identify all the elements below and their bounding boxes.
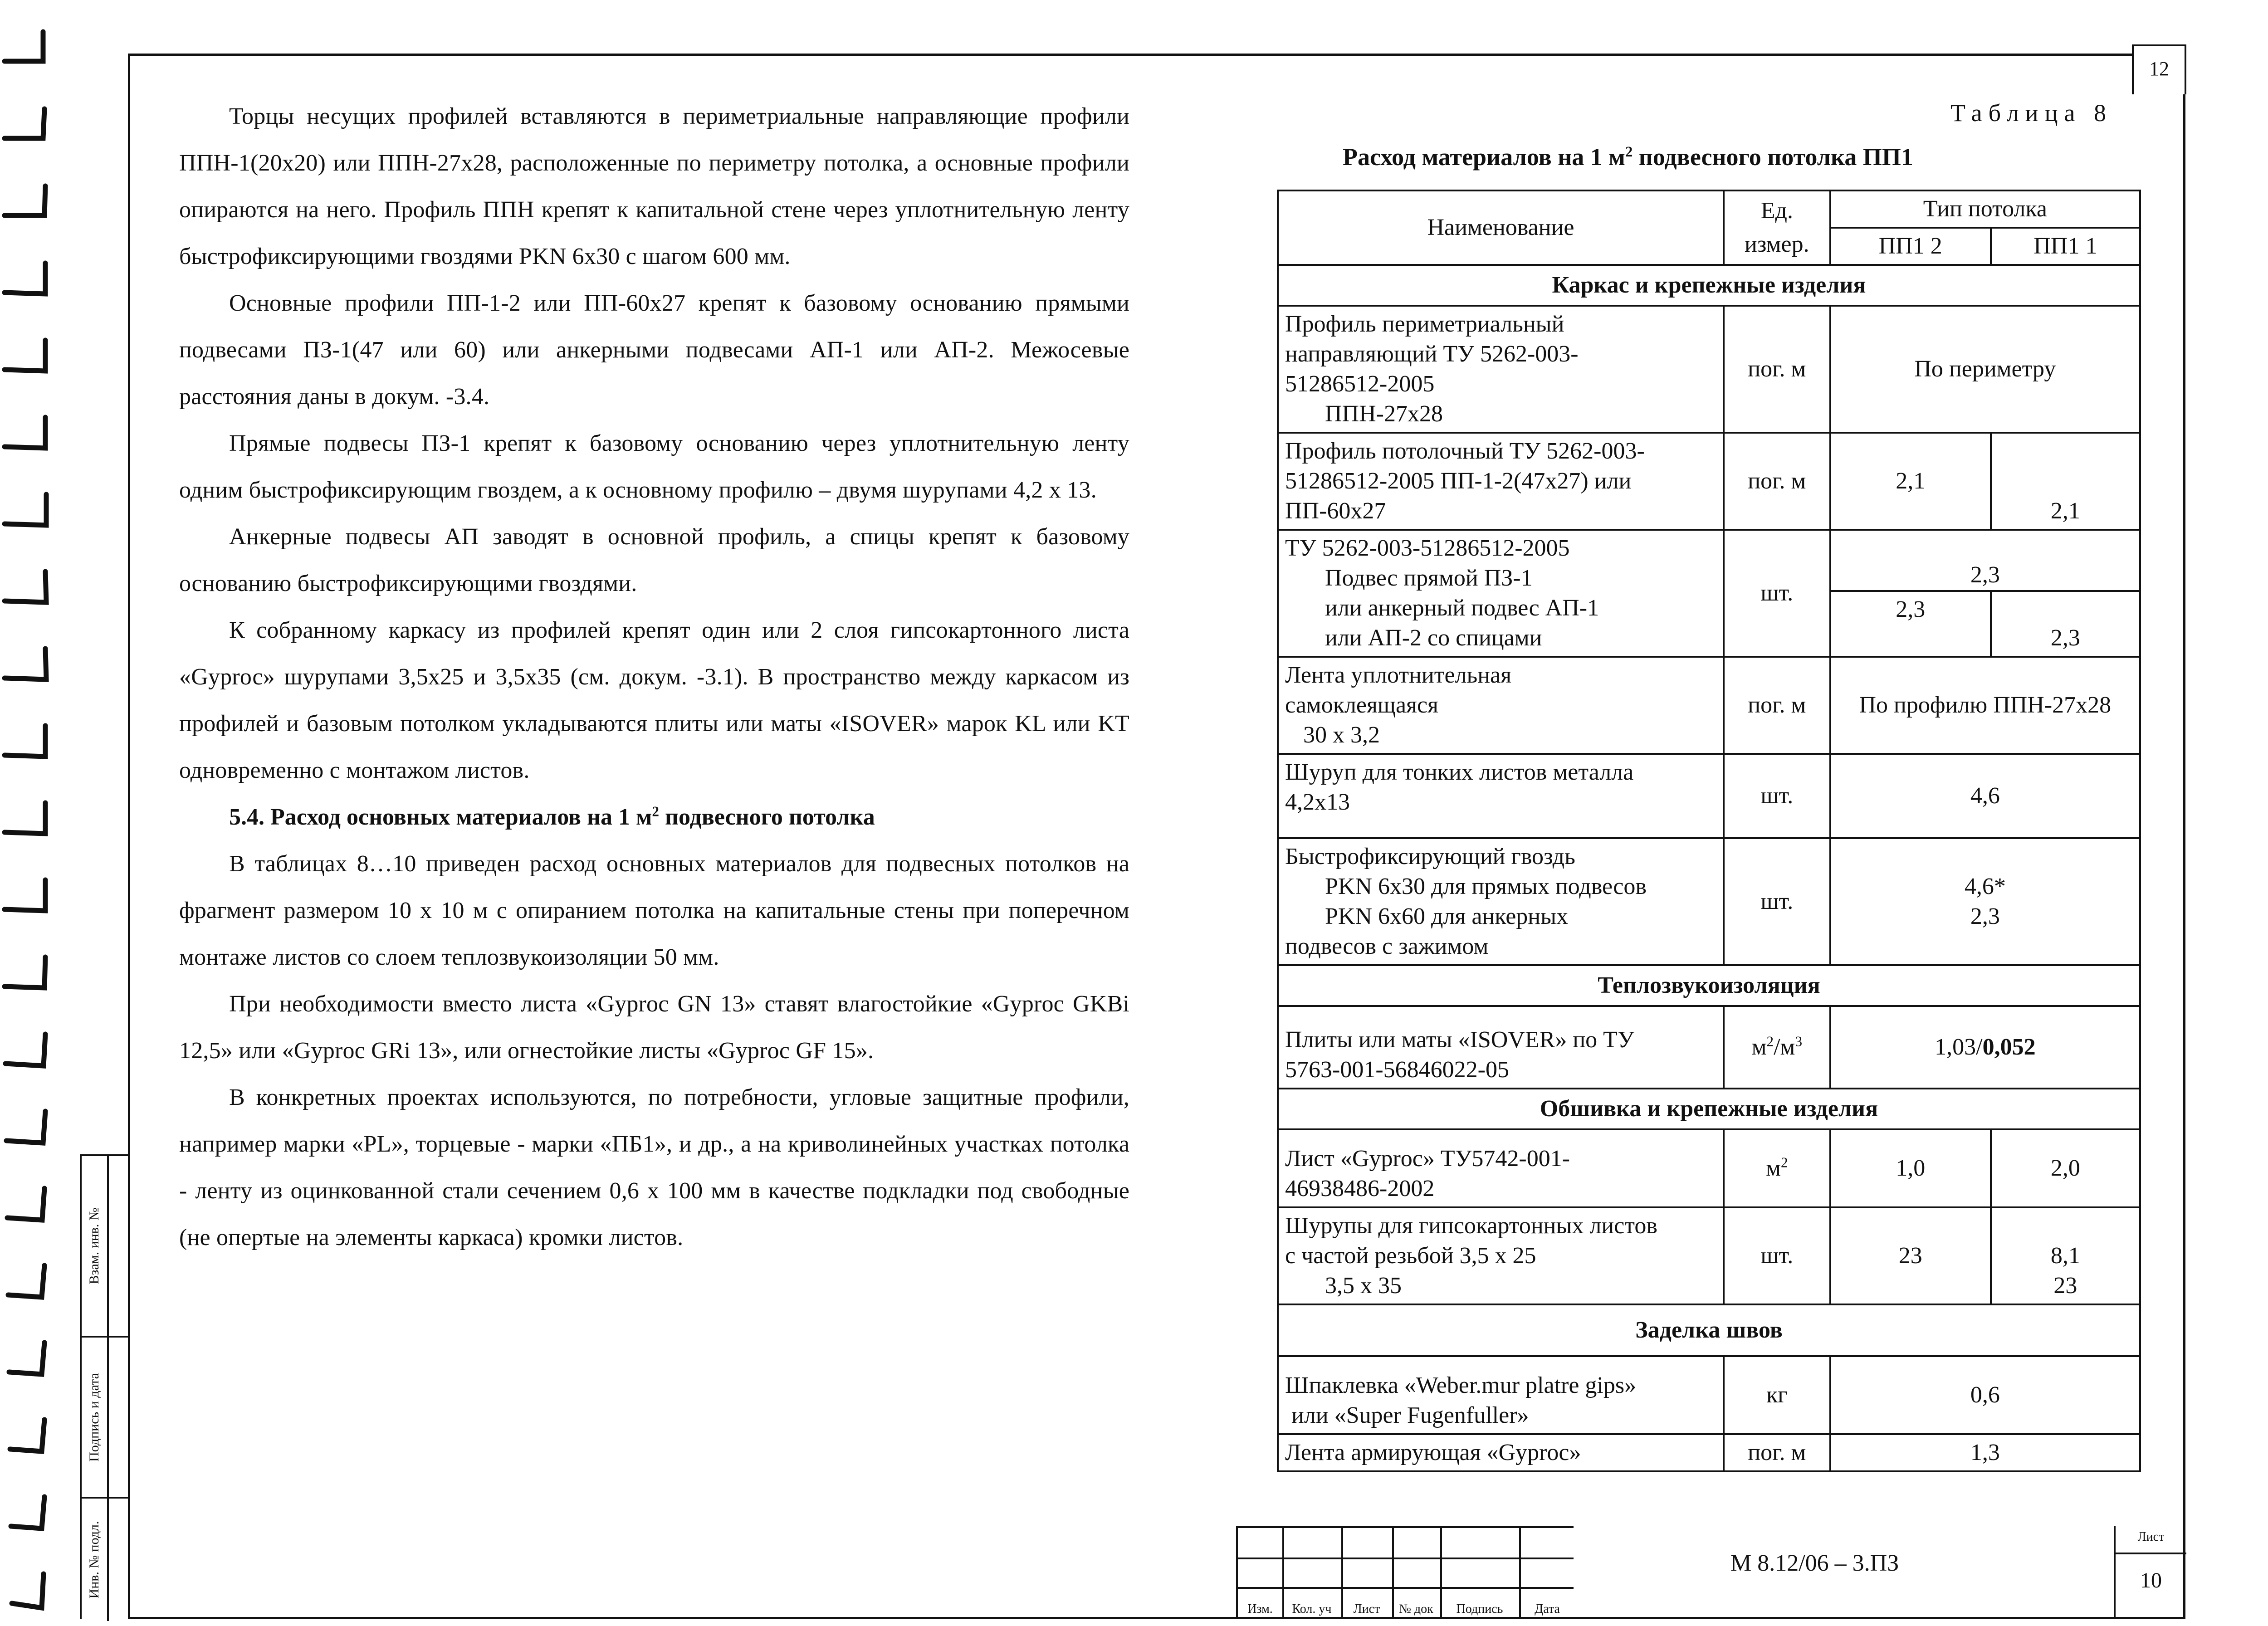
table-row [1278, 1207, 2140, 1304]
stamp-label-signature: Подпись и дата [87, 1372, 102, 1462]
section-seams: Заделка швов [1278, 1304, 2140, 1356]
paragraph: В таблицах 8…10 приведен расход основных материалов для подвесных потолков на фрагмент размером 10 х 10 м с опиранием потолка на капитальные стены при поперечном монтаже листов со слоем теплозвукоизоляции 50 мм. [179, 851, 1129, 970]
binding-marks-graphic [0, 0, 64, 1626]
row-value-pp12: 2,3 [1830, 591, 1991, 657]
row-value: 4,6* 2,3 [1830, 838, 2140, 965]
row-value: 4,6 [1830, 754, 2140, 838]
row-unit: шт. [1724, 530, 1830, 657]
section-sheathing: Обшивка и крепежные изделия [1278, 1089, 2140, 1129]
row-value-pp12: 23 [1830, 1207, 1991, 1304]
row-name: Профиль потолочный ТУ 5262-003- 51286512-2005 ПП-1-2(47х27) или ПП-60х27 [1278, 433, 1724, 530]
row-unit: пог. м [1724, 657, 1830, 754]
stamp-label-inventory: Инв. № подл. [87, 1521, 102, 1599]
section-frame: Каркас и крепежные изделия [1278, 265, 2140, 306]
row-unit: шт. [1724, 1207, 1830, 1304]
row-unit: пог. м [1724, 306, 1830, 433]
row-unit: пог. м [1724, 433, 1830, 530]
paragraph: В конкретных проектах используются, по потребности, угловые защитные профили, например марки «PL», торцевые - марки «ПБ1», и др., а на криволинейных участках потолка - ленту из оцинкованной стали сечением 0,6 х 100 мм в качестве подкладки под свободные (не опертые на элементы каркаса) кромки листов. [179, 1084, 1129, 1250]
stamp-cell-inventory [82, 1499, 128, 1621]
section-heading: 5.4. Расход основных материалов на 1 $м^2$ подвесного потолка [229, 803, 875, 830]
table-caption: Таблица 8 [1950, 99, 2112, 127]
row-unit: кг [1724, 1356, 1830, 1434]
binding-marks [0, 0, 64, 1626]
table-header-row [1278, 190, 2140, 228]
header-type: Тип потолка [1830, 190, 2140, 228]
paragraph: К собранному каркасу из профилей крепят один или 2 слоя гипсокартонного листа «Gyprос» шурупами 3,5х25 и 3,5х35 (см. докум. -3.1). В пространство между каркасом из профилей и базовым потолком укладываются плиты или маты «ISOVER» марок KL или KT одновременно с монтажом листов. [179, 617, 1129, 783]
row-name: Лента уплотнительная самоклеящаяся 30 х 3,2 [1278, 657, 1724, 754]
table-row [1278, 1356, 2140, 1434]
row-value-pp12: 1,0 [1830, 1129, 1991, 1207]
header-pp11: ПП1 1 [1991, 228, 2140, 265]
row-value: 0,6 [1830, 1356, 2140, 1434]
tb-label: Дата [1535, 1602, 1560, 1616]
table-row [1278, 838, 2140, 965]
table-row [1278, 433, 2140, 530]
table-row [1278, 657, 2140, 754]
stamp-label-replacement: Взам. инв. № [87, 1207, 102, 1284]
row-name: Шпаклевка «Weber.mur platre gips» или «Super Fugenfuller» [1278, 1356, 1724, 1434]
tb-label: Изм. [1247, 1602, 1273, 1616]
title-block [1236, 1526, 2186, 1619]
sheet-value: 10 [2140, 1568, 2162, 1592]
header-unit-1: Ед. [1724, 190, 1830, 228]
stamp-cell-replacement [82, 1156, 128, 1338]
row-name: Лента армирующая «Gyproc» [1278, 1434, 1724, 1471]
row-value: 1,03/0,052 [1830, 1006, 2140, 1089]
document-code: М 8.12/06 – 3.ПЗ [1730, 1550, 1899, 1576]
header-unit-2: измер. [1724, 228, 1830, 265]
row-name: Быстрофиксирующий гвоздь PKN 6x30 для прямых подвесов PKN 6x60 для анкерных подвесов с зажимом [1278, 838, 1724, 965]
revision-grid [1236, 1526, 1574, 1619]
row-unit: пог. м [1724, 1434, 1830, 1471]
table-row [1278, 1006, 2140, 1089]
table-row [1278, 306, 2140, 433]
row-unit: шт. [1724, 754, 1830, 838]
row-value: По периметру [1830, 306, 2140, 433]
row-name: Шурупы для гипсокартонных листов с частой резьбой 3,5 х 25 3,5 х 35 [1278, 1207, 1724, 1304]
row-value: 1,3 [1830, 1434, 2140, 1471]
side-stamp [80, 1154, 128, 1619]
row-value-pp11: 2,3 [1991, 591, 2140, 657]
materials-table [1277, 190, 2141, 1472]
paragraph: При необходимости вместо листа «Gyproc GN 13» ставят влагостойкие «Gyproc GKBi 12,5» или «Gyproc GRi 13», или огнестойкие листы «Gyproc GF 15». [179, 991, 1129, 1064]
row-value-pp11: 8,1 23 [1991, 1207, 2140, 1304]
row-value-pp11: 2,0 [1991, 1129, 2140, 1207]
row-value-pp12: 2,1 [1830, 433, 1991, 530]
row-name: Профиль периметриальный направляющий ТУ 5262-003- 51286512-2005 ППН-27х28 [1278, 306, 1724, 433]
paragraph: Торцы несущих профилей вставляются в периметриальные направляющие профили ППН-1(20х20) или ППН-27х28, расположенные по периметру потолка, а основные профили опираются на него. Профиль ППН крепят к капитальной стене через уплотнительную ленту быстрофиксирующими гвоздями PKN 6x30 с шагом 600 мм. [179, 103, 1129, 269]
table-row [1278, 530, 2140, 591]
paragraph: Основные профили ПП-1-2 или ПП-60х27 крепят к базовому основанию прямыми подвесами ПЗ-1(47 или 60) или анкерными подвесами АП-1 или АП-2. Межосевые расстояния даны в докум. -3.4. [179, 290, 1129, 410]
row-unit: шт. [1724, 838, 1830, 965]
row-name: ТУ 5262-003-51286512-2005 Подвес прямой ПЗ-1 или анкерный подвес АП-1 или АП-2 со спицами [1278, 530, 1724, 657]
row-value: По профилю ППН-27х28 [1830, 657, 2140, 754]
section-insulation: Теплозвукоизоляция [1278, 965, 2140, 1006]
stamp-cell-signature [82, 1338, 128, 1499]
paragraph: Анкерные подвесы АП заводят в основной профиль, а спицы крепят к базовому основанию быстрофиксирующими гвоздями. [179, 524, 1129, 596]
row-name: Шуруп для тонких листов металла 4,2x13 [1278, 754, 1724, 838]
row-unit: $м^2/м^3$ [1724, 1006, 1830, 1089]
sheet-label: Лист [2116, 1530, 2186, 1554]
row-value-common: 2,3 [1830, 530, 2140, 591]
header-pp12: ПП1 2 [1830, 228, 1991, 265]
row-value-pp11: 2,1 [1991, 433, 2140, 530]
sheet-number: 12 [2132, 44, 2186, 94]
table-row [1278, 1129, 2140, 1207]
table-row [1278, 1434, 2140, 1471]
row-name: Лист «Gyproc» ТУ5742-001- 46938486-2002 [1278, 1129, 1724, 1207]
body-text [179, 93, 1129, 1261]
tb-label: Подпись [1456, 1602, 1503, 1616]
table-title: Расход материалов на 1 $м^2$ подвесного потолка ПП1 [1343, 143, 1913, 171]
tb-label: Кол. уч [1292, 1602, 1332, 1616]
row-unit: $м^2$ [1724, 1129, 1830, 1207]
table-row [1278, 754, 2140, 838]
tb-label: № док [1399, 1602, 1433, 1616]
tb-label: Лист [1353, 1602, 1380, 1616]
paragraph: Прямые подвесы ПЗ-1 крепят к базовому основанию через уплотнительную ленту одним быстрофиксирующим гвоздем, а к основному профилю – двумя шурупами 4,2 х 13. [179, 430, 1129, 503]
sheet-box [2114, 1526, 2186, 1619]
row-name: Плиты или маты «ISOVER» по ТУ 5763-001-56846022-05 [1278, 1006, 1724, 1089]
header-name: Наименование [1278, 190, 1724, 265]
